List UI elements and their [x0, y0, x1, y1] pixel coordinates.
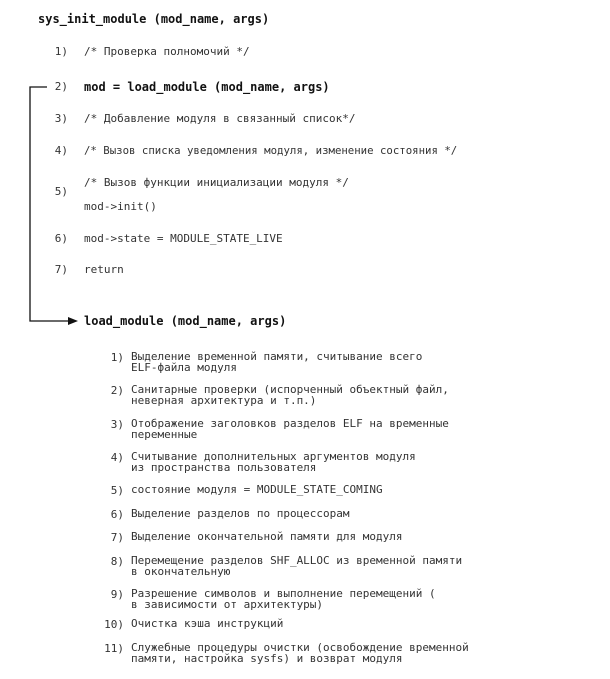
step-1-text: /* Проверка полномочий */: [84, 45, 250, 58]
sub-step-5-number: 5): [110, 484, 124, 497]
sub-step-1-text: Выделение временной памяти, считывание всего ELF-файла модуля: [131, 350, 423, 374]
sub-step-9-text: Разрешение символов и выполнение перемещений ( в зависимости от архитектуры): [131, 587, 436, 611]
step-3-text: /* Добавление модуля в связанный список*/: [84, 112, 356, 125]
sub-step-3-number: 3): [110, 418, 124, 431]
sub-step-4-number: 4): [110, 451, 124, 464]
step-7-text: return: [84, 263, 124, 276]
diagram-title: sys_init_module (mod_name, args): [38, 12, 270, 26]
step-7-number: 7): [54, 263, 68, 276]
sub-step-9-number: 9): [110, 588, 124, 601]
sub-step-3-text: Отображение заголовков разделов ELF на временные переменные: [131, 417, 449, 441]
sub-step-7-number: 7): [110, 531, 124, 544]
step-4-number: 4): [54, 144, 68, 157]
step-4-text: /* Вызов списка уведомления модуля, изменение состояния */: [84, 144, 458, 157]
step-5-text: /* Вызов функции инициализации модуля */: [84, 176, 349, 189]
sub-step-7-text: Выделение окончательной памяти для модуля: [131, 530, 403, 543]
sub-step-1-number: 1): [110, 351, 124, 364]
sub-step-8-text: Перемещение разделов SHF_ALLOC из временной памяти в окончательную: [131, 554, 463, 578]
sub-step-2-text: Санитарные проверки (испорченный объектный файл, неверная архитектура и т.п.): [131, 383, 449, 407]
load-module-title: load_module (mod_name, args): [84, 314, 287, 328]
sub-step-11-text: Служебные процедуры очистки (освобождение временной памяти, настройка sysfs) и возврат модуля: [131, 641, 469, 665]
step-5-number: 5): [54, 185, 68, 198]
sub-step-6-text: Выделение разделов по процессорам: [131, 507, 350, 520]
sub-step-5-text: состояние модуля = MODULE_STATE_COMING: [131, 483, 383, 496]
step-3-number: 3): [54, 112, 68, 125]
sub-step-2-number: 2): [110, 384, 124, 397]
step-2-text: mod = load_module (mod_name, args): [84, 80, 330, 94]
sub-step-11-number: 11): [104, 642, 124, 655]
step-5-code: mod->init(): [84, 200, 157, 213]
step-1-number: 1): [54, 45, 68, 58]
sub-step-10-number: 10): [104, 618, 124, 631]
sub-step-4-text: Считывание дополнительных аргументов модуля из пространства пользователя: [131, 450, 416, 474]
step-2-number: 2): [54, 80, 68, 93]
sub-step-8-number: 8): [110, 555, 124, 568]
step-6-number: 6): [54, 232, 68, 245]
sub-step-6-number: 6): [110, 508, 124, 521]
step-6-text: mod->state = MODULE_STATE_LIVE: [84, 232, 283, 245]
sub-step-10-text: Очистка кэша инструкций: [131, 617, 284, 630]
